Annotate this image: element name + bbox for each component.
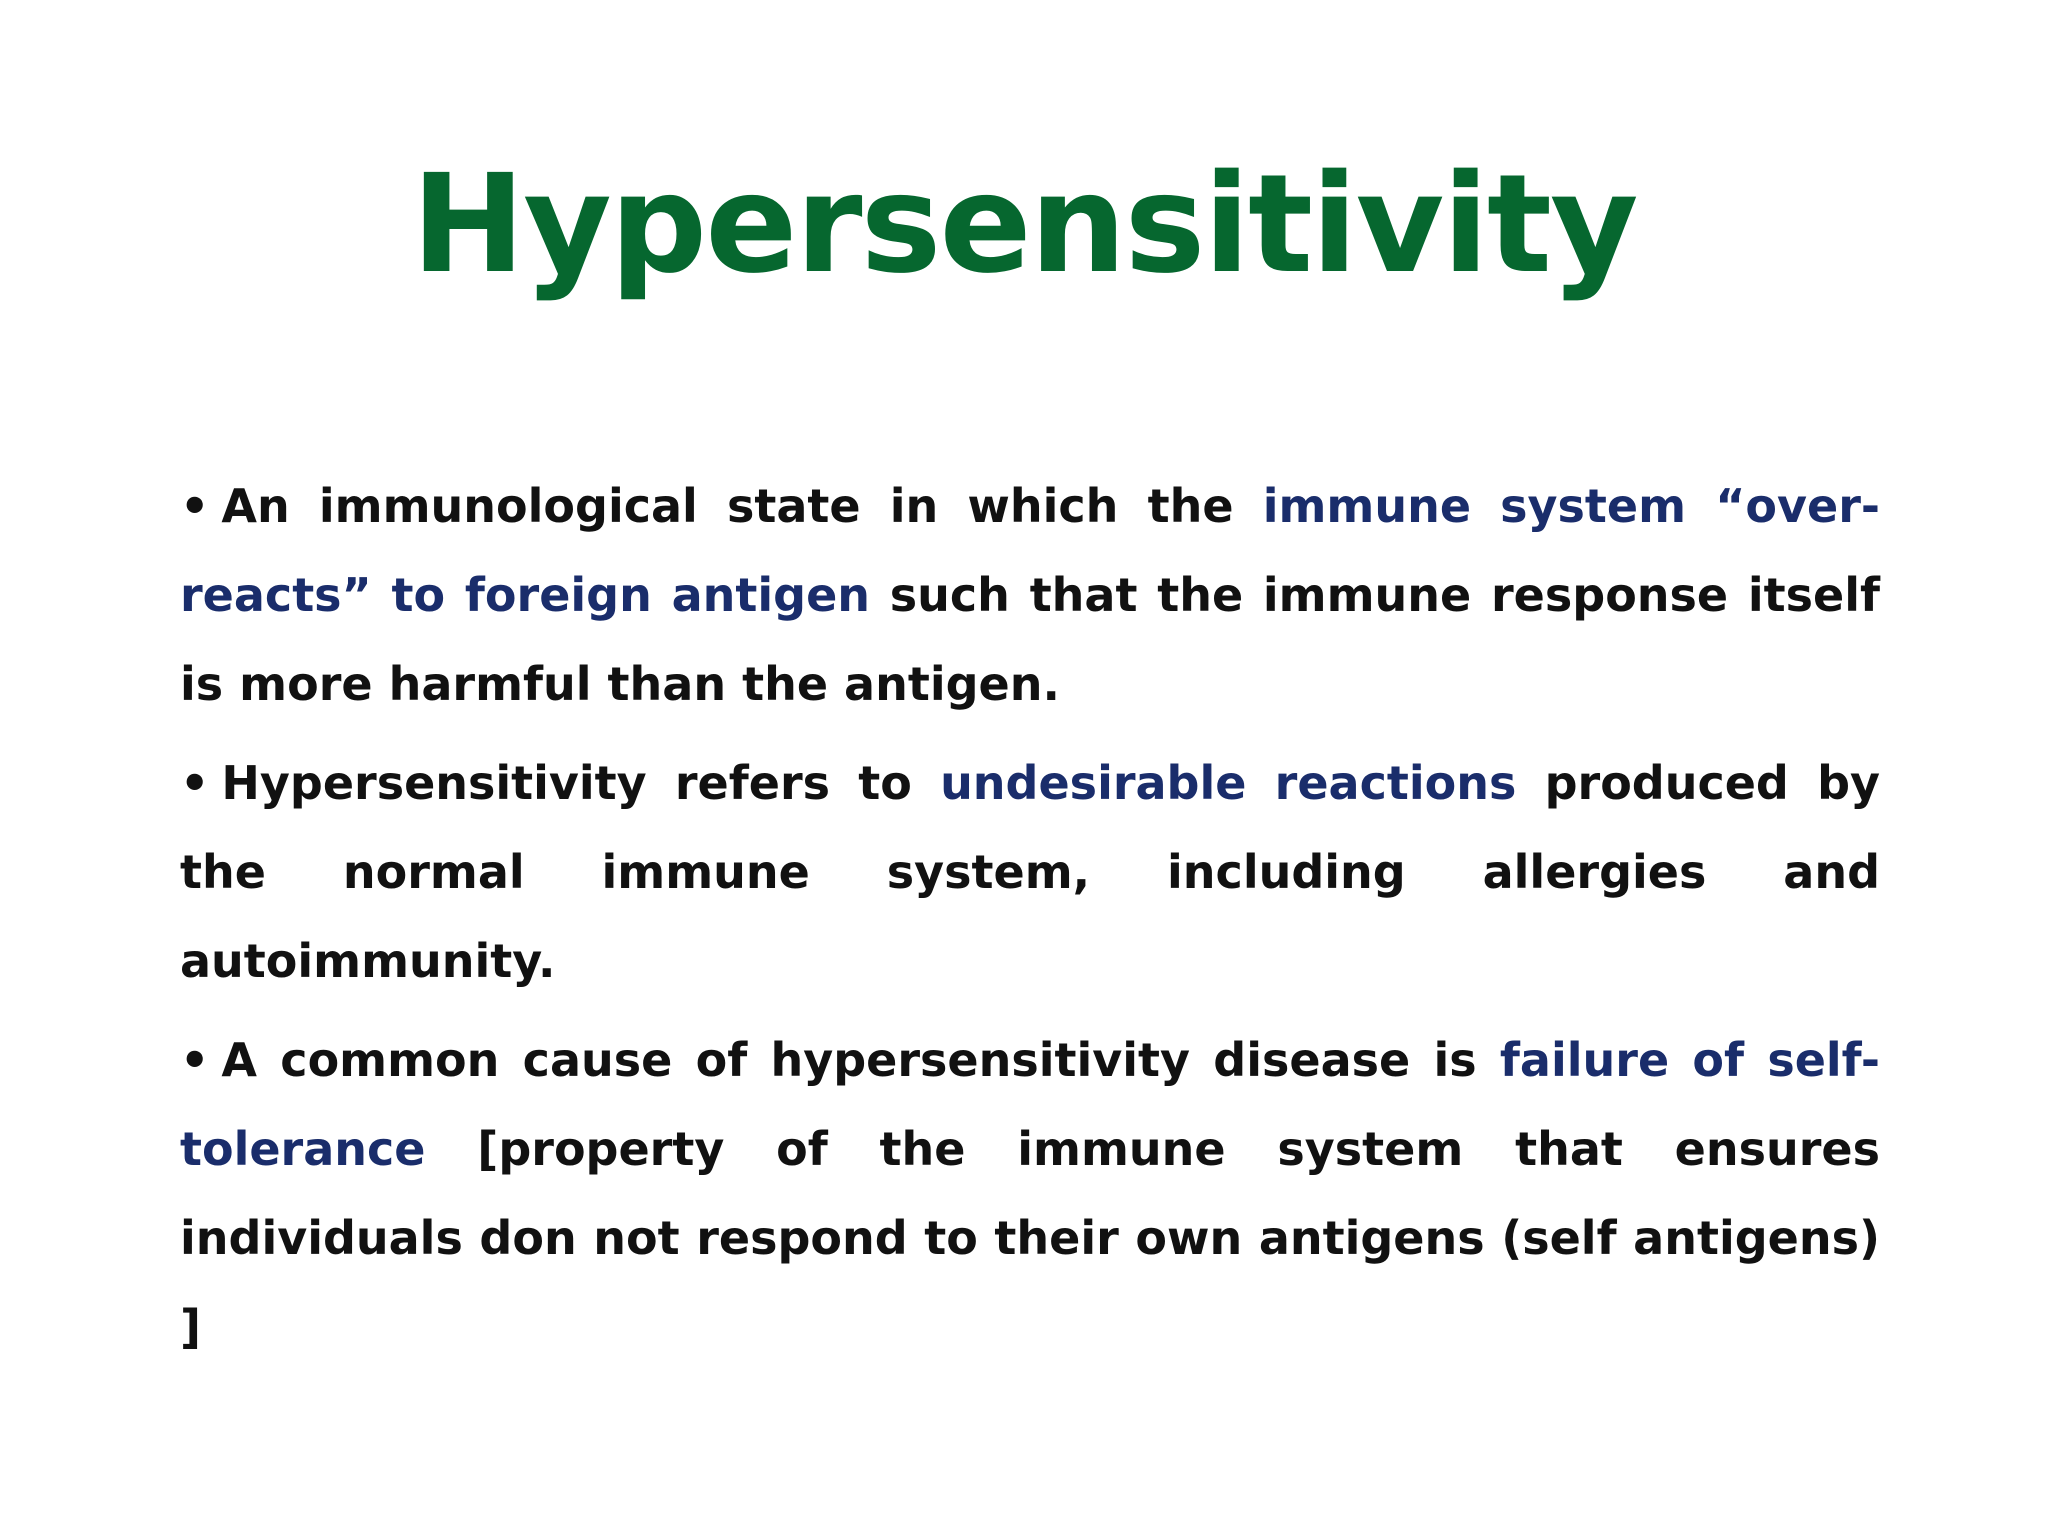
bullet-text-pre: An immunological state in which the xyxy=(221,479,1263,533)
slide-title: Hypersensitivity xyxy=(411,146,1637,304)
bullet-highlight: immune system “over-reacts” to foreign antigen xyxy=(180,479,1880,622)
bullet-text-post: produced by the normal immune system, including allergies and autoimmunity. xyxy=(180,756,1880,988)
bullet-highlight: undesirable reactions xyxy=(940,756,1517,810)
bullet-symbol: • xyxy=(180,479,210,533)
bullet-item xyxy=(180,739,1880,1006)
bullet-item xyxy=(180,1016,1880,1372)
bullet-symbol: • xyxy=(180,1033,210,1087)
bullet-text-post: such that the immune response itself is more harmful than the antigen. xyxy=(180,568,1880,711)
bullet-symbol: • xyxy=(180,756,210,810)
bullet-item xyxy=(180,462,1880,729)
bullet-text-post: [property of the immune system that ensures individuals don not respond to their own antigens (self antigens) ] xyxy=(180,1122,1880,1354)
bullet-text-pre: Hypersensitivity refers to xyxy=(221,756,941,810)
bullet-text-pre: A common cause of hypersensitivity disease is xyxy=(221,1033,1500,1087)
bullet-highlight: failure of self-tolerance xyxy=(180,1033,1880,1176)
bullet-list xyxy=(180,462,1880,1382)
